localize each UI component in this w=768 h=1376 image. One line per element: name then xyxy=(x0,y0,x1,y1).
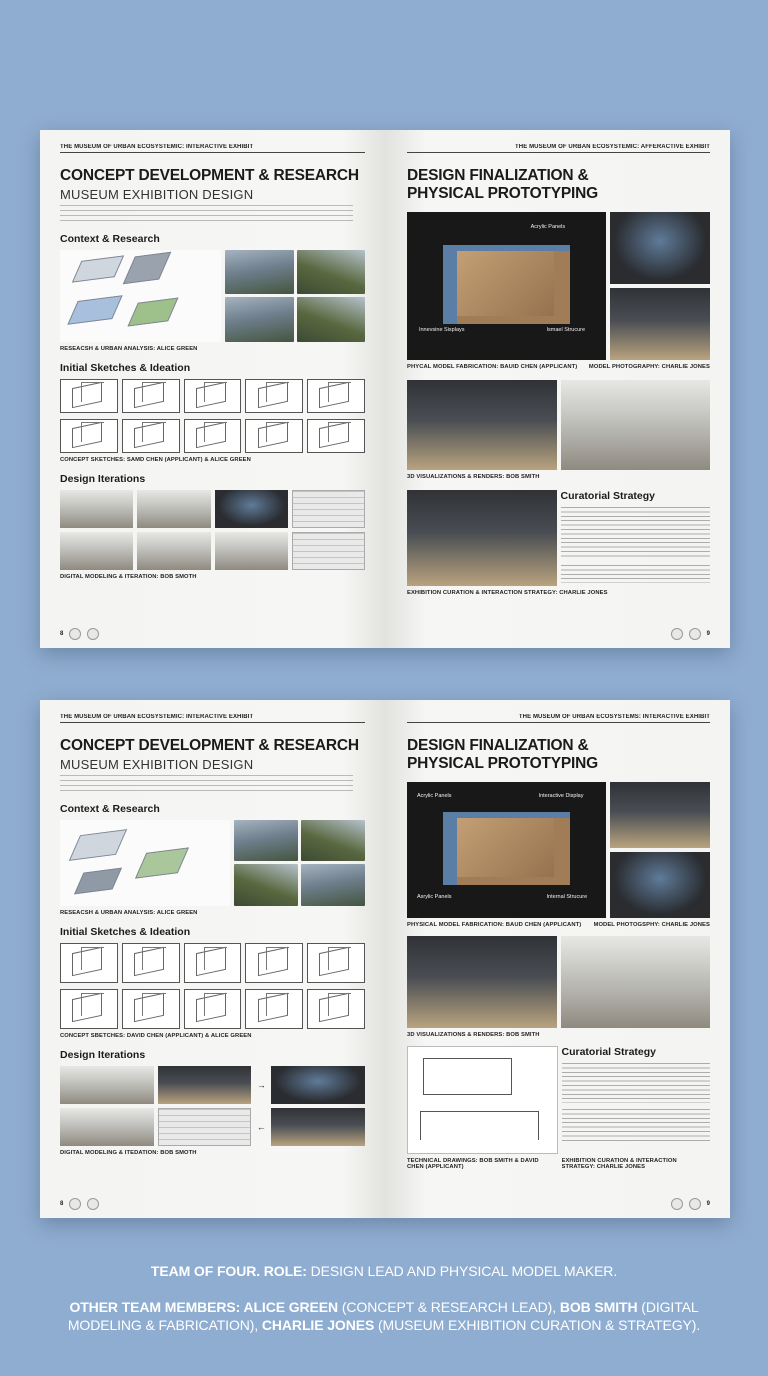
credit-text: (MUSEUM EXHIBITION CURATION & STRATEGY). xyxy=(377,1317,701,1334)
model-label: Internal Strucure xyxy=(546,893,588,900)
arrow-right-icon: → xyxy=(256,1079,266,1090)
strategy-paragraph xyxy=(562,1109,711,1141)
running-head: THE MUSEUM OF URBAN ECOSYSTEMS: INTERACTIVE EXHIBIT xyxy=(407,714,710,723)
page-subtitle: MUSEUM EXHIBITION DESIGN xyxy=(60,186,254,202)
page-title-line1: DESIGN FINALIZATION & xyxy=(407,167,589,184)
sketch-row xyxy=(60,989,365,1029)
sketch xyxy=(184,989,242,1029)
section-heading-context: Context & Research xyxy=(60,232,160,245)
iteration-render xyxy=(215,490,288,528)
model-detail-photos xyxy=(610,212,710,360)
city-photo xyxy=(234,820,298,862)
visualization-render xyxy=(407,380,557,470)
credit-text: (DIGITAL MODELING & xyxy=(67,1299,699,1334)
city-photo xyxy=(301,820,365,862)
caption-drawings: TECHNICAL DRAWINGS: BOB SMITH & DAVID CHEN (APPLICANT) xyxy=(407,1158,539,1170)
running-head: THE MUSEUM OF URBAN ECOSYSTEMIC: INTERACTIVE EXHIBIT xyxy=(60,144,365,153)
page-title-line1: DESIGN FINALIZATION & xyxy=(407,737,589,754)
iteration-render xyxy=(271,1066,365,1104)
exhibition-render xyxy=(407,490,557,586)
city-photo xyxy=(225,250,294,295)
page-footer xyxy=(60,1198,365,1210)
caption-photo: MODEL PHOTOGRAPHY: CHARLIE JONES xyxy=(588,364,710,370)
render-figures xyxy=(407,380,710,470)
sketch xyxy=(184,419,242,453)
section-heading-iterations: Design Iterations xyxy=(60,472,146,485)
credit-bold: OTHER TEAM MEMBERS: ALICE GREEN xyxy=(69,1299,339,1315)
model-figures xyxy=(407,782,710,918)
sketch xyxy=(122,379,180,413)
city-photo xyxy=(225,297,294,342)
section-heading-sketches: Initial Sketches & Ideation xyxy=(60,925,191,938)
sketch xyxy=(60,943,118,983)
page-title: CONCEPT DEVELOPMENT & RESEARCH xyxy=(60,737,359,754)
strategy-block xyxy=(407,490,710,586)
sketch xyxy=(245,419,303,453)
iteration-grid xyxy=(60,1066,365,1146)
city-photo xyxy=(297,250,366,295)
software-screenshot xyxy=(292,490,365,528)
sketch xyxy=(60,419,118,453)
model-label: Asrylic Panels xyxy=(416,893,452,900)
section-heading-strategy: Curatorial Strategy xyxy=(560,490,656,502)
section-heading-strategy: Curatorial Strategy xyxy=(561,1046,657,1058)
credit-text: FABRICATION), xyxy=(158,1317,259,1334)
model-detail-photo xyxy=(610,212,710,284)
model-detail-photo xyxy=(610,852,710,918)
intro-text-block xyxy=(60,775,353,793)
credit-text: DESIGN LEAD AND PHYSICAL MODEL MAKER. xyxy=(310,1263,618,1279)
strategy-text xyxy=(562,1046,711,1154)
city-photos xyxy=(234,820,365,906)
caption-strategy: EXHIBITION CURATION & INTERACTION STRATEGY: CHARLIE JONES xyxy=(407,590,608,596)
page-footer xyxy=(60,628,365,640)
model-figures xyxy=(407,212,710,360)
page-title-line2: PHYSICAL PROTOTYPING xyxy=(407,754,598,772)
team-members-text xyxy=(0,1298,768,1334)
sketch xyxy=(60,989,118,1029)
urban-analysis-diagram xyxy=(60,250,221,342)
caption-context: RESEACSH & URBAN ANALYSIS: ALICE GREEN xyxy=(60,345,198,352)
page-footer xyxy=(405,1198,710,1210)
credit-bold: CHARLIE JONES xyxy=(261,1317,375,1334)
iteration-render xyxy=(215,532,288,570)
brochure-spread-2 xyxy=(40,700,730,1218)
iteration-render xyxy=(158,1066,252,1104)
city-photo xyxy=(297,297,366,342)
brochure-spread-1 xyxy=(40,130,730,648)
model-label: Ismael Strucure xyxy=(546,327,586,334)
caption-render: 3D VISUALIZATIONS & RENDERS: BOB SMITH xyxy=(407,1032,540,1038)
city-photo xyxy=(301,864,365,906)
credit-bold: TEAM OF FOUR. ROLE: xyxy=(150,1263,307,1279)
caption-sketches: CONCEPT SBETCHES: DAVID CHEN (APPLICANT) & ALICE GREEN xyxy=(60,1032,252,1039)
iteration-render xyxy=(271,1108,365,1146)
credit-bold: BOB SMITH xyxy=(559,1299,638,1315)
strategy-captions xyxy=(407,1154,710,1170)
team-role-line xyxy=(0,1262,768,1280)
running-head: THE MUSEUM OF URBAN ECOSYSTEMIC: INTERACTIVE EXHIBIT xyxy=(60,714,365,723)
caption-strategy: EXHIBITION CURATION & INTERACTION STRATEGY: CHARLIE JONES xyxy=(561,1158,677,1170)
page-footer xyxy=(405,628,710,640)
model-detail-photo xyxy=(610,288,710,360)
page-number: 9 xyxy=(706,1201,710,1207)
visualization-render xyxy=(561,936,711,1028)
city-photos xyxy=(225,250,365,342)
context-figures xyxy=(60,820,365,906)
intro-text-block xyxy=(60,205,353,223)
seal-icon xyxy=(87,628,99,640)
left-page xyxy=(40,700,385,1218)
software-screenshot xyxy=(158,1108,252,1146)
credit-text: (CONCEPT & RESEARCH LEAD), xyxy=(341,1299,557,1315)
physical-model-photo xyxy=(407,782,606,918)
strategy-paragraph xyxy=(562,1063,711,1103)
technical-drawing xyxy=(407,1046,558,1154)
sketch xyxy=(184,943,242,983)
model-label: Interactive Display xyxy=(538,792,584,799)
iteration-render xyxy=(60,490,133,528)
model-detail-photo xyxy=(610,782,710,848)
seal-icon xyxy=(69,1198,81,1210)
sketch xyxy=(245,943,303,983)
iteration-grid xyxy=(60,490,365,570)
model-detail-photos xyxy=(610,782,710,918)
sketch xyxy=(307,943,365,983)
model-captions xyxy=(407,918,710,928)
sketch-row xyxy=(60,419,365,453)
urban-analysis-diagram xyxy=(60,820,230,906)
caption-photo: MODEL PHOTOGSPHY: CHARLIE JONES xyxy=(593,922,710,928)
visualization-render xyxy=(561,380,711,470)
caption-model: PHYSICAL MODEL FABRICATION: BAUD CHEN (APPLICANT) xyxy=(407,922,582,928)
visualization-render xyxy=(407,936,557,1028)
city-photo xyxy=(234,864,298,906)
seal-icon xyxy=(87,1198,99,1210)
render-figures xyxy=(407,936,710,1028)
sketch-row xyxy=(60,943,365,983)
sketch xyxy=(245,989,303,1029)
page-subtitle: MUSEUM EXHIBITION DESIGN xyxy=(60,756,254,772)
running-head: THE MUSEUM OF URBAN ECOSYSTEMIC: AFFERACTIVE EXHIBIT xyxy=(407,144,710,153)
page-title: CONCEPT DEVELOPMENT & RESEARCH xyxy=(60,167,359,184)
strategy-paragraph xyxy=(561,507,711,559)
arrow-left-icon: ← xyxy=(256,1121,266,1132)
context-figures xyxy=(60,250,365,342)
page-number: 9 xyxy=(706,631,710,637)
left-page xyxy=(40,130,385,648)
section-heading-sketches: Initial Sketches & Ideation xyxy=(60,361,191,374)
museum-icon xyxy=(671,628,683,640)
iteration-render xyxy=(60,1066,154,1104)
physical-model-photo xyxy=(407,212,606,360)
sketch-row xyxy=(60,379,365,413)
iteration-render xyxy=(137,490,210,528)
iteration-render xyxy=(60,532,133,570)
sketch xyxy=(122,989,180,1029)
caption-sketches: CONCEPT SKETCHES: SAMD CHEN (APPLICANT) & ALICE GREEN xyxy=(60,456,251,463)
model-captions xyxy=(407,360,710,370)
right-page xyxy=(385,130,730,648)
sketch xyxy=(307,379,365,413)
section-heading-iterations: Design Iterations xyxy=(60,1048,146,1061)
strategy-block xyxy=(407,1046,710,1154)
iteration-render xyxy=(137,532,210,570)
caption-model: PHYCAL MODEL FABRICATION: BAUID CHEN (APPLICANT) xyxy=(407,364,578,370)
seal-icon xyxy=(689,1198,701,1210)
section-heading-context: Context & Research xyxy=(60,802,160,815)
museum-icon xyxy=(671,1198,683,1210)
model-label: Acrylic Panels xyxy=(530,223,566,230)
strategy-paragraph xyxy=(561,565,711,583)
strategy-text xyxy=(561,490,711,586)
sketch xyxy=(307,419,365,453)
caption-iterations: DIGITAL MODELING & ITEDATION: BOB SMOTH xyxy=(60,1149,197,1156)
seal-icon xyxy=(689,628,701,640)
seal-icon xyxy=(69,628,81,640)
sketch xyxy=(122,419,180,453)
caption-context: RESEACSH & URBAN ANALYSIS: ALICE GREEN xyxy=(60,909,198,916)
sketch xyxy=(122,943,180,983)
caption-iterations: DIGITAL MODELING & ITERATION: BOB SMOTH xyxy=(60,573,197,580)
right-page xyxy=(385,700,730,1218)
page-number: 8 xyxy=(60,1201,64,1207)
caption-render: 3D VISUALIZATIONS & RENDERS: BOB SMITH xyxy=(407,474,540,480)
iteration-render xyxy=(60,1108,154,1146)
sketch xyxy=(60,379,118,413)
model-label: Innevsine Sisplays xyxy=(418,327,465,334)
model-label: Acrylic Panels xyxy=(416,792,452,799)
sketch xyxy=(184,379,242,413)
sketch xyxy=(245,379,303,413)
page-number: 8 xyxy=(60,631,64,637)
software-screenshot xyxy=(292,532,365,570)
page-title-line2: PHYSICAL PROTOTYPING xyxy=(407,184,598,202)
sketch xyxy=(307,989,365,1029)
